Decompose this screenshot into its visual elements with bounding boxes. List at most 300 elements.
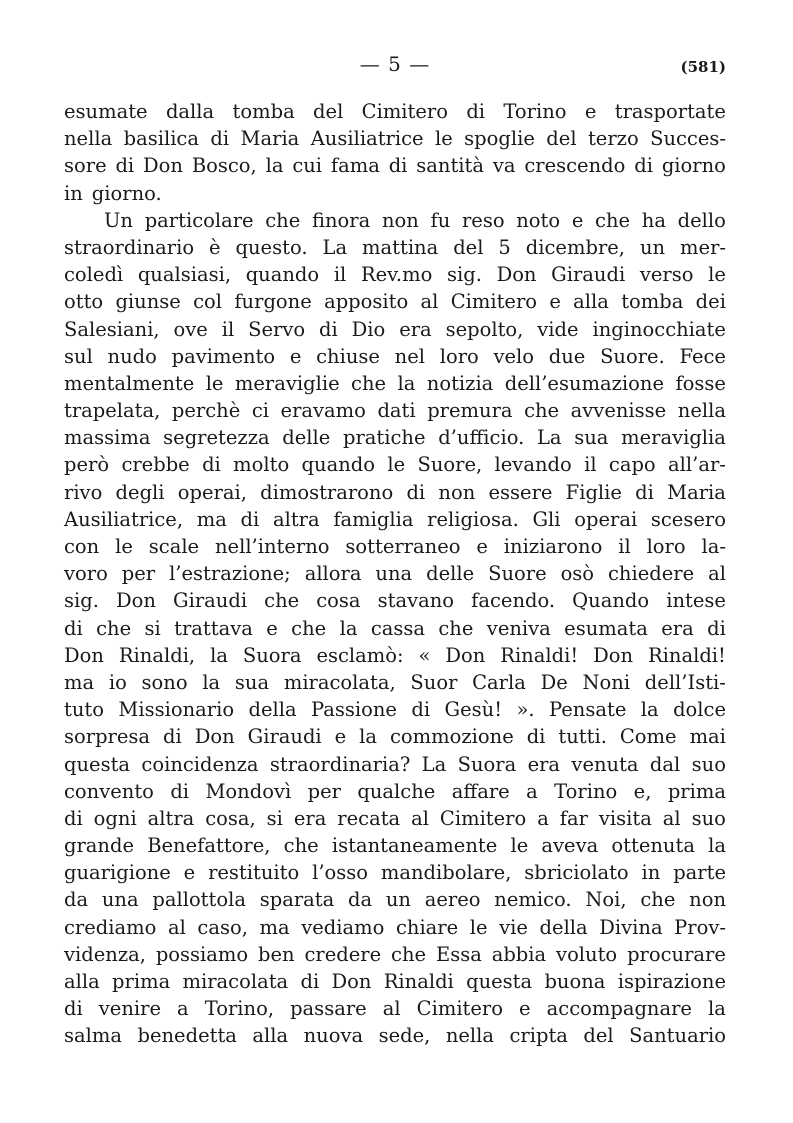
word: va [492,154,516,178]
word: le [469,915,488,939]
word: la [210,643,228,667]
word: salma [64,1024,122,1048]
word: Suora [242,643,302,667]
word: rivo [64,480,103,504]
word: crediamo [64,915,157,939]
word: questa [466,970,533,993]
word: è [209,235,221,259]
word: di [163,725,182,749]
word: cassa [370,616,426,640]
word: massima [64,426,151,450]
word: segretezza [163,426,270,450]
word: verso [639,263,694,287]
word: al [662,806,681,830]
word: visita [598,806,652,830]
word: Giraudi [247,725,322,749]
word: apposito [324,290,409,314]
text-line [64,207,726,234]
word: stavano [377,589,455,613]
word: voluto [556,942,618,966]
word: Servo [248,317,306,341]
word: il [618,535,631,558]
word: ma [196,507,227,531]
word: veniva [486,616,551,640]
word: furgone [234,290,312,314]
word: le [205,371,224,395]
word: sbriciolato [524,861,629,885]
text-line [64,968,726,995]
word: ogni [93,806,137,830]
word: nell’interno [214,535,330,558]
word: la [202,670,221,694]
word: dello [677,208,726,232]
word: e [571,208,584,232]
word: far [559,806,588,830]
word: crescendo [524,154,626,178]
word: si [144,616,161,640]
text-line [64,859,726,886]
word: dimostrarono [260,480,394,504]
word: a [537,806,549,830]
word: io [108,670,127,694]
word: affare [451,779,510,803]
word: De [540,670,568,694]
word: di [526,725,546,749]
word: sig. [446,263,482,287]
word: la [640,698,659,722]
word: sede, [378,1024,431,1048]
word: tuto [64,698,104,722]
word: basilica [123,127,199,151]
page-number: — 5 — [359,52,431,76]
word: quando [301,453,375,477]
word: Noi, [585,888,627,912]
text-line [64,152,726,179]
word: Cimitero [439,806,527,830]
text-line [64,778,726,805]
word: delle [282,426,331,450]
word: Ausiliatrice, [64,507,184,531]
word: la- [701,535,726,558]
word: di [300,970,320,993]
word: che [438,616,474,640]
word: noto [516,208,561,232]
word: che [391,942,427,966]
word: nella [677,399,726,423]
word: Ausiliatrice [310,127,424,151]
word: di [466,100,486,123]
word: cosa [316,589,361,613]
word: sparata [259,888,335,912]
word: che [291,616,327,640]
word: accompagnare [546,997,692,1021]
word: per [307,779,341,803]
word: che [96,616,132,640]
word: videnza, [64,942,146,966]
word: meraviglia [621,426,726,450]
word: non [689,888,726,912]
word: la [265,154,284,178]
word: buona [544,970,606,993]
word: operai, [177,480,247,504]
word: che [265,208,301,232]
word: e [519,997,531,1021]
word: esclamò: [316,643,404,667]
word: sotterraneo [345,535,461,558]
word: trapelata, [64,399,161,423]
word: Torino [554,779,618,803]
word: per [121,562,156,586]
word: Suore. [600,344,665,368]
text-line [64,1022,726,1049]
word: ha [641,208,666,232]
word: e [334,725,347,749]
word: coledì [64,263,124,287]
word: alla [64,970,100,993]
word: con [64,535,100,558]
word: Don [64,643,104,667]
word: non [438,480,476,504]
word: al [420,290,439,314]
word: Suore [488,562,547,586]
text-line [64,560,726,587]
word: La [421,752,447,776]
word: l’estrazione; [169,562,291,586]
word: La [536,426,562,450]
text-line [64,642,726,669]
word: la [397,371,416,395]
word: nella [445,1024,495,1048]
text-line [64,451,726,478]
word: Pensate [549,698,627,722]
word: sua [234,670,270,694]
word: una [375,562,413,586]
word: credere [304,942,382,966]
word: miracolata, [283,670,396,694]
text-line [64,832,726,859]
word: pavimento [171,344,276,368]
word: vie [499,915,528,939]
word: Fece [679,344,726,368]
word: abbia [491,942,547,966]
word: procurare [627,942,726,966]
word: alla [252,1024,289,1048]
word: l’osso [312,861,369,885]
word: loro [646,535,686,558]
word: Maria [240,127,300,151]
word: di [202,453,221,477]
word: nuova [303,1024,364,1048]
word: di [64,806,83,830]
word: e [549,290,561,314]
word: sono [141,670,188,694]
word: di [635,480,654,504]
word: prima [667,779,726,803]
word: mandibolare, [380,861,512,885]
word: era [293,806,327,830]
word: che [264,589,300,613]
word: di [170,779,190,803]
word: terzo [587,127,639,151]
word: esumata [564,616,648,640]
text-line [64,723,726,750]
word: nel [394,344,425,368]
word: cosa, [205,806,256,830]
word: di [388,154,408,178]
word: nella [64,127,113,151]
word: non [381,208,419,232]
word: iniziarono [503,535,603,558]
word: Succes- [650,127,726,151]
word: al [708,562,726,586]
word: in [641,861,661,885]
word: Suora [457,752,517,776]
word: mentalmente [64,371,195,395]
word: il [584,453,597,477]
word: un [385,888,411,912]
word: alla [573,290,609,314]
word: coincidenza [141,752,259,776]
issue-number: (581) [680,58,726,76]
word: mer- [680,235,726,259]
word: scesero [650,507,726,531]
word: all’ar- [668,453,726,477]
word: meraviglie [234,371,340,395]
word: finora [311,208,371,232]
text-line [64,479,726,506]
word: la [708,834,726,858]
word: giorno. [91,181,162,205]
word: ottenuta [611,834,695,858]
word: di [115,154,135,178]
word: che [351,371,387,395]
word: Figlie [565,480,622,504]
word: intese [666,589,726,613]
word: Cimitero [416,997,503,1021]
word: Un [104,208,133,232]
word: Prov- [674,915,726,939]
word: Come [619,725,677,749]
word: Don [116,589,156,613]
word: aereo [424,888,481,912]
word: dolce [673,698,726,722]
word: Rinaldi! [647,643,726,667]
word: santità [416,154,484,178]
word: Benefattore, [147,834,271,858]
word: Torino [503,100,567,123]
page-header [64,52,726,82]
word: pratiche [343,426,426,450]
word: ». [516,698,535,722]
word: venuta [571,752,639,776]
word: Don [593,643,634,667]
word: di [707,616,726,640]
word: prima [112,970,171,993]
word: dati [377,399,416,423]
word: Rinaldi, [118,643,196,667]
word: che [283,834,319,858]
text-line [64,696,726,723]
word: sul [64,344,93,368]
text-line [64,533,726,560]
word: straordinario [64,235,195,259]
word: molto [233,453,290,477]
word: religiosa. [427,507,519,531]
word: al [411,806,429,830]
word: commozione [390,725,514,749]
text-line [64,587,726,614]
word: guarigione [64,861,171,885]
word: tomba [621,290,684,314]
word: inginocchiate [592,317,726,341]
word: Rinaldi [383,970,454,993]
word: due [548,344,586,368]
word: Gli [532,507,561,531]
word: Don [496,263,537,287]
word: ove [173,317,208,341]
word: fu [430,208,451,232]
word: sua [574,426,609,450]
word: Noni [582,670,631,694]
word: la [359,725,378,749]
text-line [64,343,726,370]
word: particolare [144,208,254,232]
word: Cimitero [450,290,538,314]
word: tutti. [558,725,607,749]
text-line [64,98,726,125]
word: e [584,100,597,123]
word: Maria [667,480,726,504]
word: sorpresa [64,725,151,749]
word: straordinaria? [269,752,411,776]
word: Don [445,643,486,667]
word: le [510,834,529,858]
word: e [266,616,278,640]
word: era [661,616,694,640]
word: Essa [435,942,482,966]
text-line [64,669,726,696]
word: Passione [311,698,397,722]
word: un [639,235,666,259]
word: era [527,752,561,776]
word: Don [331,970,372,993]
word: degli [115,480,165,504]
text-line [64,288,726,315]
word: Torino, [204,997,275,1021]
word: passare [290,997,367,1021]
word: e [183,861,196,885]
word: in [64,181,83,205]
word: a [177,997,189,1021]
word: La [322,235,348,259]
word: capo [608,453,656,477]
word: di [411,698,431,722]
text-line [64,941,726,968]
word: chiedere [608,562,695,586]
word: vide [537,317,579,341]
word: a [526,779,538,803]
word: mattina [362,235,439,259]
text-line [64,234,726,261]
word: il [333,263,347,287]
word: che [524,399,560,423]
word: reso [461,208,505,232]
word: dalla [165,100,215,123]
word: vediamo [301,915,385,939]
word: la [708,997,726,1021]
word: fama [330,154,380,178]
word: di [210,127,230,151]
word: levando [494,453,572,477]
word: la [339,616,358,640]
word: questo. [235,235,308,259]
word: recata [337,806,401,830]
word: e [476,535,488,558]
word: Quando [572,589,650,613]
word: fosse [675,371,726,395]
text-line [64,316,726,343]
word: una [101,888,139,912]
word: tomba [232,100,295,123]
word: della [248,698,297,722]
word: Bosco, [191,154,257,178]
word: giorno [661,154,726,178]
word: Giraudi [173,589,248,613]
word: nemico. [494,888,572,912]
word: ispirazione [617,970,726,993]
word: spoglie [464,127,535,151]
word: scale [148,535,200,558]
word: Missionario [118,698,235,722]
word: qualche [357,779,436,803]
word: Suor [410,670,458,694]
word: suo [691,806,726,830]
text-line [64,370,726,397]
word: premura [427,399,513,423]
word: le [115,535,133,558]
word: velo [493,344,535,368]
word: convento [64,779,154,803]
word: ma [64,670,95,694]
word: Suore, [417,453,483,477]
text-line [64,805,726,832]
text-line [64,397,726,424]
word: sig. [64,589,99,613]
word: il [221,317,235,341]
word: loro [439,344,479,368]
word: dei [695,290,726,314]
text-line [64,914,726,941]
body-text [64,98,726,1050]
word: caso, [197,915,248,939]
word: Divina [599,915,663,939]
word: possiamo [155,942,249,966]
word: trattava [174,616,253,640]
word: di [406,480,426,504]
word: giunse [115,290,181,314]
word: e, [633,779,652,803]
word: eravamo [280,399,366,423]
word: voro [64,562,108,586]
word: di [240,507,260,531]
word: Santuario [629,1024,726,1048]
text-line [64,615,726,642]
word: Rinaldi! [500,643,579,667]
word: Carla [472,670,526,694]
text-line [64,751,726,778]
word: Don [194,725,235,749]
word: Giraudi [551,263,626,287]
